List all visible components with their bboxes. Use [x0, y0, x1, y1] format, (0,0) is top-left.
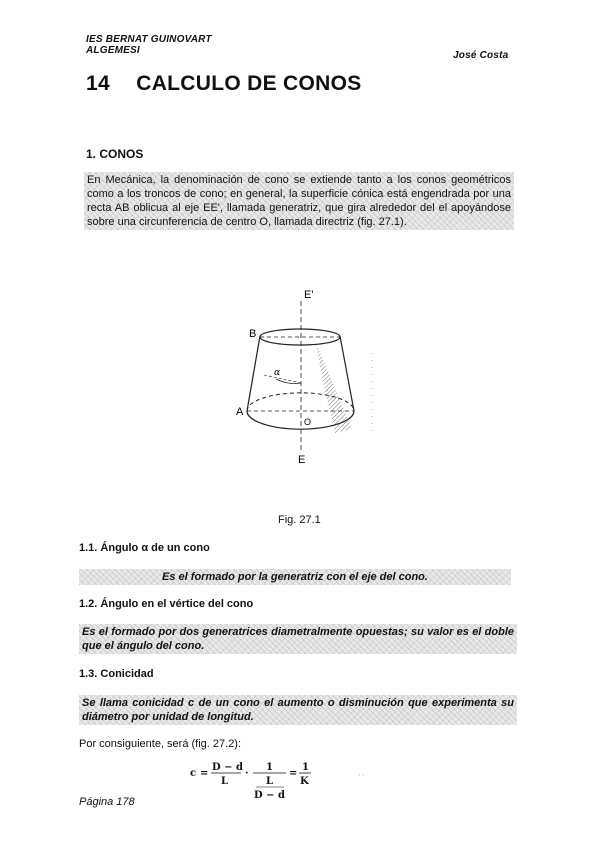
page-title — [86, 72, 362, 96]
label-e-top: E' — [304, 289, 314, 301]
formula-den2-num: L — [266, 776, 274, 787]
formula-num1: D − d — [212, 762, 244, 773]
formula-num2: 1 — [266, 762, 273, 773]
subtext-conicidad: Se llama conicidad c de un cono el aumento o disminución que experimenta su diámetro por unidad de longitud. — [79, 695, 517, 725]
title-number: 14 — [86, 72, 110, 95]
header-city: ALGEMESI — [86, 45, 140, 56]
svg-text:·: · — [358, 771, 361, 780]
label-a: A — [236, 406, 244, 418]
conicity-formula — [190, 758, 390, 808]
subheading-conicidad: 1.3. Conicidad — [79, 668, 154, 680]
figure-caption: Fig. 27.1 — [278, 514, 321, 526]
title-text: CALCULO DE CONOS — [136, 72, 362, 95]
cone-top-ellipse — [260, 329, 340, 345]
label-alpha: α — [274, 368, 281, 378]
formula-den1: L — [221, 776, 229, 787]
section-heading-conos: 1. CONOS — [86, 147, 144, 161]
formula-num3: 1 — [302, 762, 309, 773]
header-author: José Costa — [453, 50, 509, 61]
subheading-angulo-cono: 1.1. Ángulo α de un cono — [79, 542, 210, 554]
formula-lhs: c — [190, 768, 197, 779]
formula-eq: = — [200, 768, 209, 779]
page-number: Página 178 — [79, 796, 135, 808]
formula-den2-den: D − d — [254, 790, 286, 801]
cone-figure — [230, 283, 380, 468]
section-paragraph-conos: En Mecánica, la denominación de cono se extiende tanto a los conos geométricos como a los troncos de cono; en general, la superficie cónica está engendrada por una recta AB oblicua al eje EE', llamada generatriz, que gira alrededor del el apoyándose sobre una circunferencia de centro O, llamada directriz (fig. 27.1). — [84, 172, 514, 230]
alpha-arc — [276, 379, 301, 384]
formula-dot: · — [245, 768, 249, 779]
header-school: IES BERNAT GUINOVART — [86, 34, 212, 45]
subtext-angulo-cono: Es el formado por la generatriz con el eje del cono. — [79, 569, 511, 585]
formula-den3: K — [300, 776, 309, 787]
label-e-bottom: E — [298, 454, 306, 466]
subheading-angulo-vertice: 1.2. Ángulo en el vértice del cono — [79, 598, 254, 610]
consequence-text: Por consiguiente, será (fig. 27.2): — [79, 738, 242, 750]
subtext-angulo-vertice: Es el formado por dos generatrices diametralmente opuestas; su valor es el doble que el ángulo del cono. — [79, 624, 517, 654]
label-b: B — [249, 328, 257, 340]
svg-text:·: · — [362, 771, 365, 780]
cone-shading — [316, 343, 352, 433]
formula-eq2: = — [289, 768, 298, 779]
label-o: O — [304, 417, 312, 427]
